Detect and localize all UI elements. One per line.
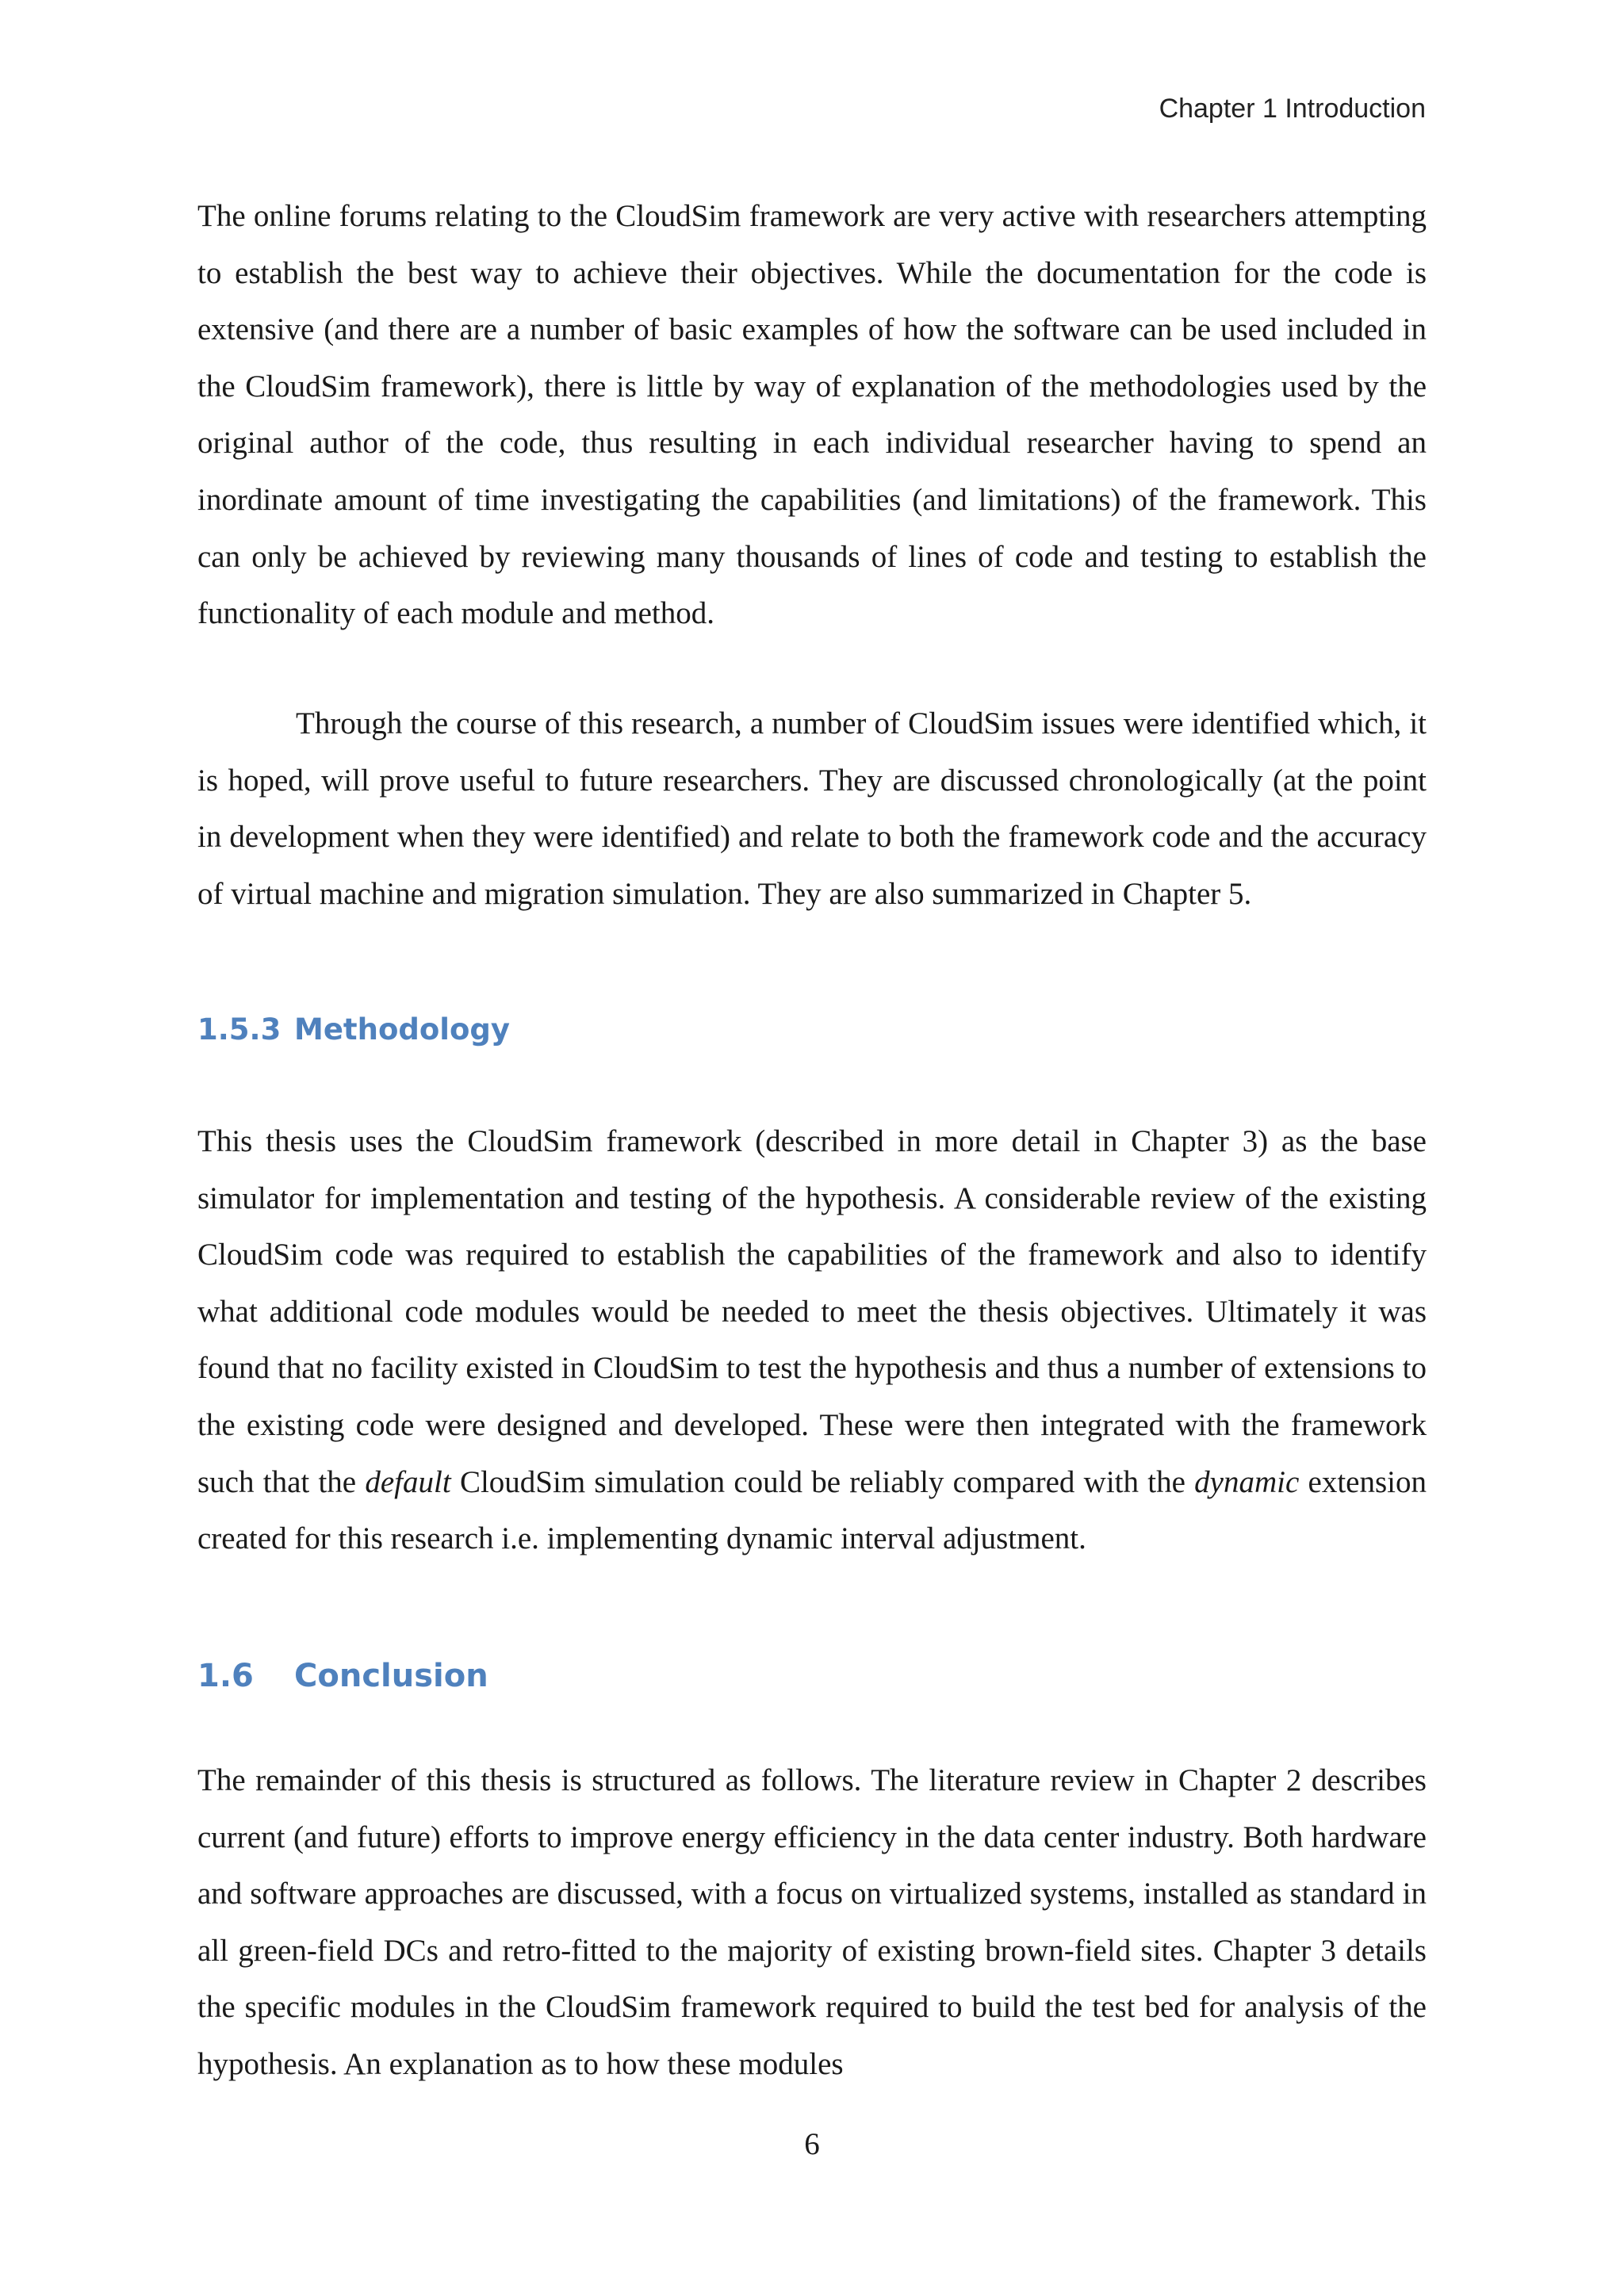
paragraph-conclusion: The remainder of this thesis is structured as follows. The literature review in Chapter 2 describes current (and future) efforts to improve energy efficiency in the data center industry. Both hardware and software approaches are discussed, with a focus on virtualized systems, installed as standard in all green-field DCs and retro-fitted to the majority of existing brown-field sites. Chapter 3 details the specific modules in the CloudSim framework required to build the test bed for analysis of the hypothesis. An explanation as to how these modules [197,1763,1427,2081]
paragraph-methodology [197,1113,1427,1567]
section-title: Methodology [294,1012,510,1047]
paragraph-forums: The online forums relating to the CloudSim framework are very active with researchers attempting to establish the best way to achieve their objectives. While the documentation for the code is extensive (and there are a number of basic examples of how the software can be used included in the CloudSim framework), there is little by way of explanation of the methodologies used by the original author of the code, thus resulting in each individual researcher having to spend an inordinate amount of time investigating the capabilities (and limitations) of the framework. This can only be achieved by reviewing many thousands of lines of code and testing to establish the functionality of each module and method. [197,199,1427,631]
section-title: Conclusion [294,1658,488,1694]
methodology-text-part-1: This thesis uses the CloudSim framework (described in more detail in Chapter 3) as the base simulator for implementation and testing of the hypothesis. A considerable review of the existing CloudSim code was required to establish the capabilities of the framework and also to identify what additional code modules would be needed to meet the thesis objectives. Ultimately it was found that no facility existed in CloudSim to test the hypothesis and thus a number of extensions to the existing code were designed and developed. These were then integrated with the framework such that the [197,1124,1427,1499]
emphasis-default: default [365,1464,451,1499]
paragraph-issues: Through the course of this research, a number of CloudSim issues were identified which, it is hoped, will prove useful to future researchers. They are discussed chronologically (at the point in development when they were identified) and relate to both the framework code and the accuracy of virtual machine and migration simulation. They are also summarized in Chapter 5. [197,706,1427,911]
section-number: 1.6 [197,1658,254,1694]
section-number: 1.5.3 [197,1012,282,1047]
emphasis-dynamic: dynamic [1194,1464,1300,1499]
page-number: 6 [804,2127,820,2161]
methodology-text-part-3: extension created for this research i.e. implementing dynamic interval adjustment. [197,1464,1427,1556]
section-heading-methodology [197,1012,510,1047]
section-heading-conclusion [197,1658,488,1694]
methodology-text-part-2: CloudSim simulation could be reliably compared with the [450,1464,1195,1499]
running-header: Chapter 1 Introduction [1159,94,1426,124]
